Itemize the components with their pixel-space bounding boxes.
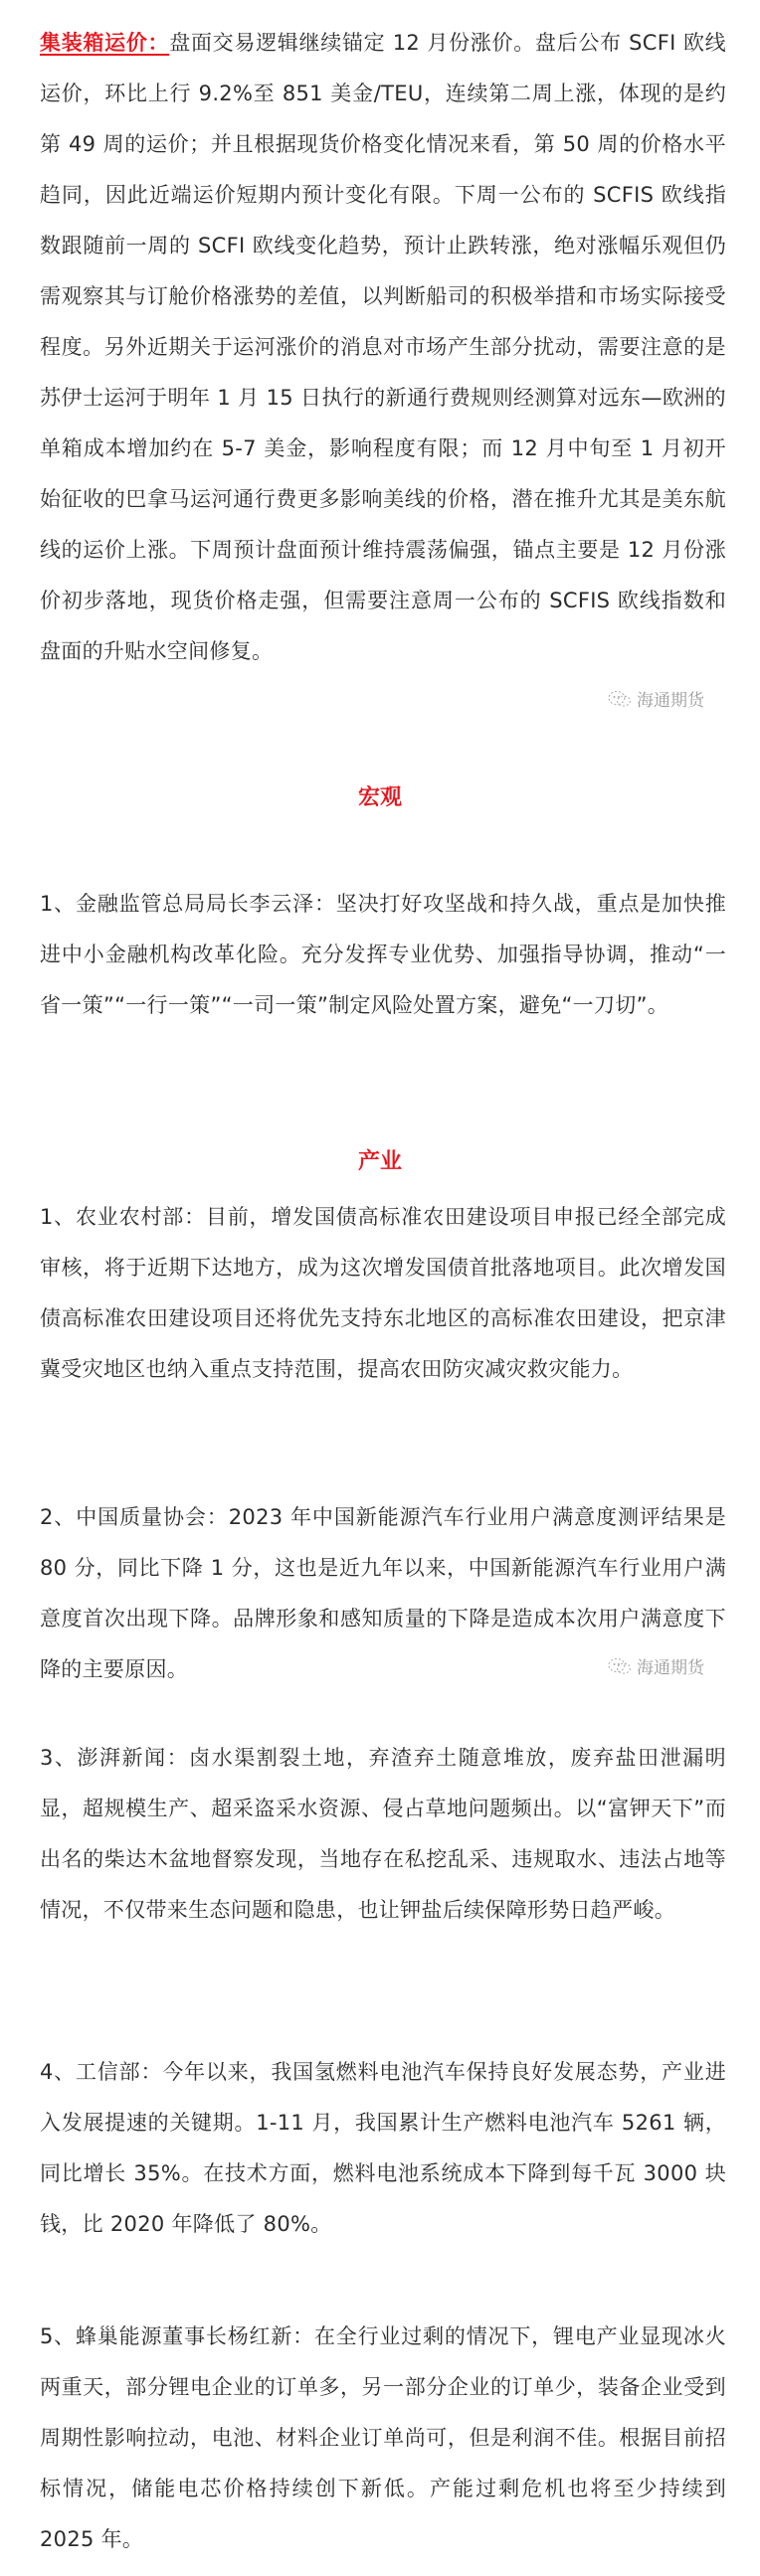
watermark	[607, 686, 704, 711]
wechat-icon	[607, 689, 633, 709]
watermark-label: 海通期货	[637, 1658, 704, 1678]
macro-item-1: 1、金融监管总局局长李云泽：坚决打好攻坚战和持久战，重点是加快推进中小金融机构改革化险。充分发挥专业优势、加强指导协调，推动“一省一策”“一行一策”“一司一策”制定风险处置方案，避免“一刀切”。	[40, 892, 726, 1017]
industry-item-1: 1、农业农村部：目前，增发国债高标准农田建设项目申报已经全部完成审核，将于近期下达地方，成为这次增发国债首批落地项目。此次增发国债高标准农田建设项目还将优先支持东北地区的高标准农田建设，把京津冀受灾地区也纳入重点支持范围，提高农田防灾减灾救灾能力。	[40, 1205, 726, 1381]
container-freight-lead: 集装箱运价：	[40, 31, 170, 55]
industry-item-3: 3、澎湃新闻：卤水渠割裂土地，弃渣弃土随意堆放，废弃盐田泄漏明显，超规模生产、超采盗采水资源、侵占草地问题频出。以“富钾天下”而出名的柴达木盆地督察发现，当地存在私挖乱采、违规取水、违法占地等情况，不仅带来生态问题和隐患，也让钾盐后续保障形势日趋严峻。	[40, 1746, 726, 1922]
watermark-label: 海通期货	[637, 691, 704, 711]
section-title-industry: 产业	[357, 1149, 402, 1174]
container-freight-paragraph	[40, 18, 726, 677]
section-title-macro: 宏观	[357, 785, 402, 810]
industry-item-4: 4、工信部：今年以来，我国氢燃料电池汽车保持良好发展态势，产业进入发展提速的关键期。1-11 月，我国累计生产燃料电池汽车 5261 辆，同比增长 35%。在技术方面，燃料电池系统成本下降到每千瓦 3000 块钱，比 2020 年降低了 80%。	[40, 2060, 726, 2236]
industry-item-2: 2、中国质量协会：2023 年中国新能源汽车行业用户满意度测评结果是 80 分，同比下降 1 分，这也是近九年以来，中国新能源汽车行业用户满意度首次出现下降。品牌形象和感知质量的下降是造成本次用户满意度下降的主要原因。	[40, 1505, 726, 1681]
wechat-icon	[607, 1656, 633, 1676]
watermark-2	[607, 1653, 704, 1678]
container-freight-text: 盘面交易逻辑继续锚定 12 月份涨价。盘后公布 SCFI 欧线运价，环比上行 9.2%至 851 美金/TEU，连续第二周上涨，体现的是约第 49 周的运价；并且根据现货价格变化情况来看，第 50 周的价格水平趋同，因此近端运价短期内预计变化有限。下周一公布的 SCFIS 欧线指数跟随前一周的 SCFI 欧线变化趋势，预计止跌转涨，绝对涨幅乐观但仍需观察其与订舱价格涨势的差值，以判断船司的积极举措和市场实际接受程度。另外近期关于运河涨价的消息对市场产生部分扰动，需要注意的是苏伊士运河于明年 1 月 15 日执行的新通行费规则经测算对远东—欧洲的单箱成本增加约在 5-7 美金，影响程度有限；而 12 月中旬至 1 月初开始征收的巴拿马运河通行费更多影响美线的价格，潜在推升尤其是美东航线的运价上涨。下周预计盘面预计维持震荡偏强，锚点主要是 12 月份涨价初步落地，现货价格走强，但需要注意周一公布的 SCFIS 欧线指数和盘面的升贴水空间修复。	[40, 31, 726, 663]
industry-item-5: 5、蜂巢能源董事长杨红新：在全行业过剩的情况下，锂电产业显现冰火两重天，部分锂电企业的订单多，另一部分企业的订单少，装备企业受到周期性影响拉动，电池、材料企业订单尚可，但是利润不佳。根据目前招标情况，储能电芯价格持续创下新低。产能过剩危机也将至少持续到 2025 年。	[40, 2324, 726, 2551]
